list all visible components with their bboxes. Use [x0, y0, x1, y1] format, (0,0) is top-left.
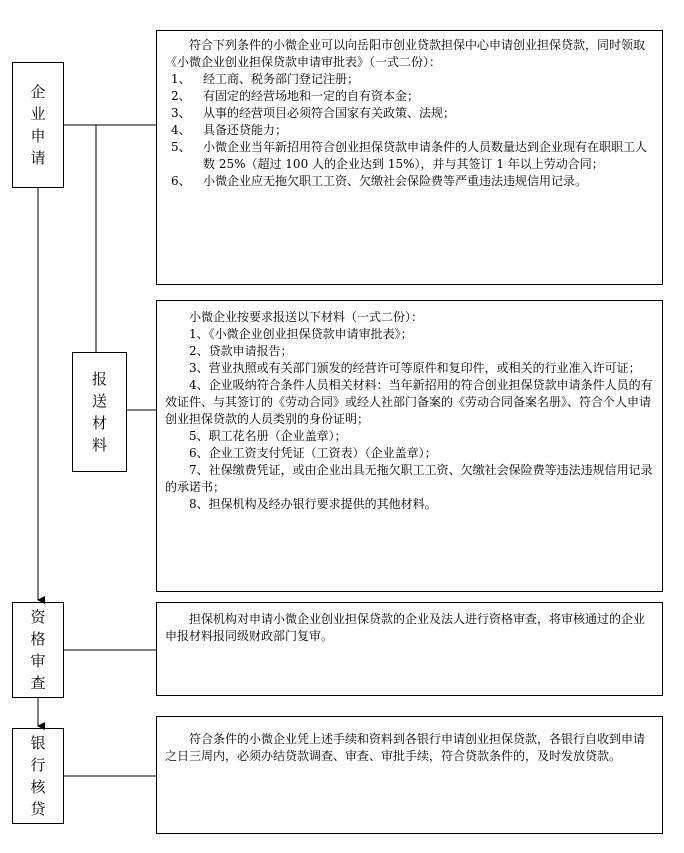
label-char: 银: [30, 734, 46, 752]
item-text: 从事的经营项目必须符合国家有关政策、法规；: [203, 106, 456, 120]
label-char: 核: [30, 778, 46, 796]
label-char: 格: [30, 630, 46, 648]
item-number: 2、: [171, 89, 191, 103]
label-char: 申: [30, 127, 46, 145]
bank-box: [156, 716, 663, 834]
label-char: 企: [30, 83, 46, 101]
item-text: 小微企业应无拖欠职工工资、欠缴社会保险费等严重违法违规信用记录。: [203, 174, 588, 188]
label-char: 贷: [30, 800, 46, 818]
materials-box: [156, 300, 663, 592]
label-char: 材: [91, 414, 107, 432]
list-item: [171, 88, 654, 105]
conditions-intro: 符合下列条件的小微企业可以向岳阳市创业贷款担保中心申请创业担保贷款，同时领取《小微企业创业担保贷款申请审批表》（一式二份）：: [165, 38, 646, 69]
list-item: [171, 122, 654, 139]
label-submit-materials: [72, 352, 127, 472]
label-char: 请: [30, 149, 46, 167]
list-item: 1、《小微企业创业担保贷款申请审批表》；: [189, 327, 413, 341]
item-text: 经工商、税务部门登记注册；: [203, 72, 360, 86]
list-item: 8、担保机构及经办银行要求提供的其他材料。: [189, 497, 437, 511]
label-bank-loan: [12, 728, 64, 824]
list-item: 4、企业吸纳符合条件人员相关材料：当年新招用的符合创业担保贷款申请条件人员的有效证件、与其签订的《劳动合同》或经人社部门备案的《劳动合同备案名册》、符合个人申请创业担保贷款的人员类别的身份证明；: [165, 378, 653, 426]
item-text: 具备还贷能力；: [203, 123, 288, 137]
list-item: 6、企业工资支付凭证（工资表）（企业盖章）；: [189, 446, 437, 460]
label-char: 业: [30, 105, 46, 123]
item-text: 小微企业当年新招用符合创业担保贷款申请条件的人员数量达到企业现有在职职工人数 25%（超过 100 人的企业达到 15%），并与其签订 1 年以上劳动合同；: [203, 140, 648, 171]
review-box: [156, 602, 663, 696]
label-char: 查: [30, 674, 46, 692]
label-char: 行: [30, 756, 46, 774]
list-item: [171, 71, 654, 88]
list-item: 3、营业执照或有关部门颁发的经营许可等原件和复印件，或相关的行业准入许可证；: [189, 361, 641, 375]
bank-text: 符合条件的小微企业凭上述手续和资料到各银行申请创业担保贷款，各银行自收到申请之日三周内，必须办结贷款调查、审查、审批手续，符合贷款条件的，及时发放贷款。: [165, 732, 646, 763]
item-number: 5、: [171, 140, 191, 154]
label-char: 料: [91, 436, 107, 454]
item-number: 6、: [171, 174, 191, 188]
item-number: 4、: [171, 123, 191, 137]
materials-intro: 小微企业按要求报送以下材料（一式二份）：: [189, 310, 424, 324]
label-char: 审: [30, 652, 46, 670]
list-item: 2、贷款申请报告；: [189, 344, 293, 358]
review-text: 担保机构对申请小微企业创业担保贷款的企业及法人进行资格审查，将审核通过的企业申报材料报同级财政部门复审。: [165, 612, 646, 643]
item-number: 1、: [171, 72, 191, 86]
list-item: [171, 105, 654, 122]
conditions-box: [156, 30, 663, 285]
label-qualification-review: [12, 602, 64, 698]
list-item: 7、社保缴费凭证，或由企业出具无拖欠职工工资、欠缴社会保险费等违法违规信用记录的承诺书；: [165, 463, 653, 494]
conditions-list: [165, 71, 654, 190]
item-number: 3、: [171, 106, 191, 120]
label-char: 送: [91, 392, 107, 410]
item-text: 有固定的经营场地和一定的自有资本金；: [203, 89, 420, 103]
label-enterprise-apply: [12, 62, 64, 188]
list-item: 5、职工花名册（企业盖章）；: [189, 429, 347, 443]
label-char: 资: [30, 608, 46, 626]
list-item: [171, 173, 654, 190]
list-item: [171, 139, 654, 173]
label-char: 报: [91, 370, 107, 388]
